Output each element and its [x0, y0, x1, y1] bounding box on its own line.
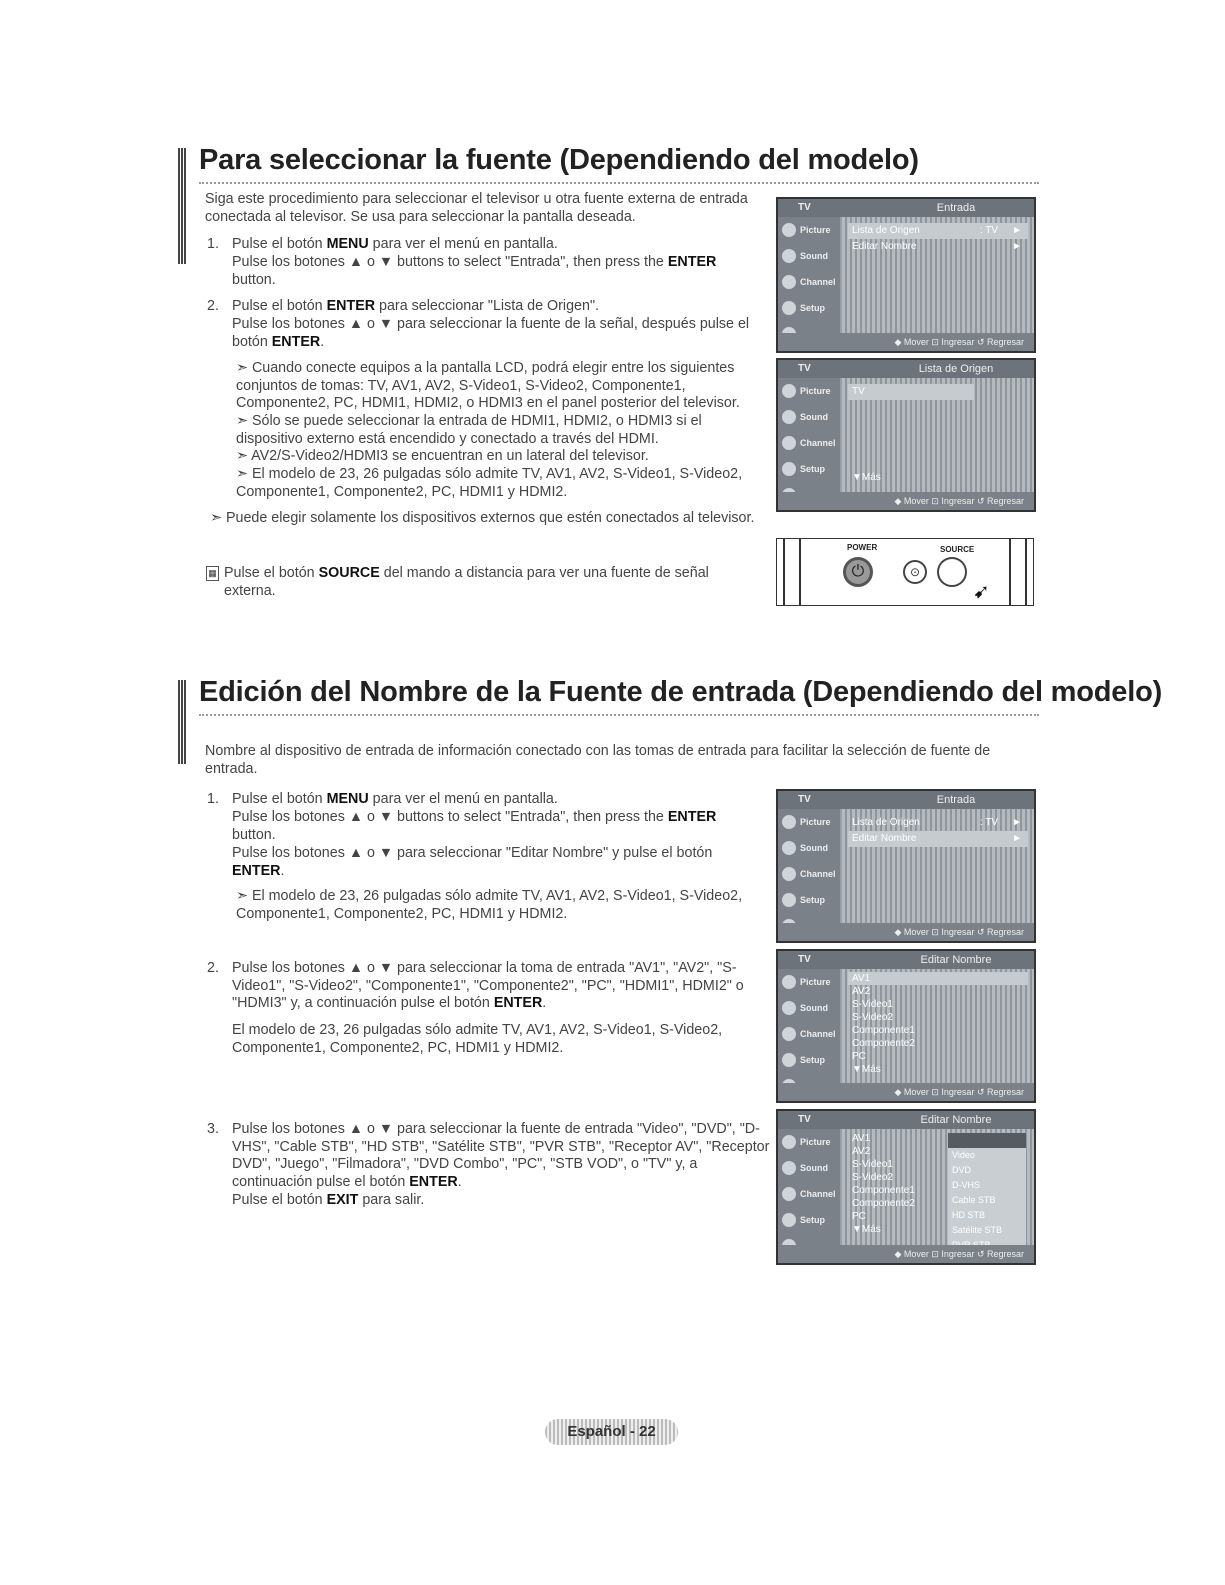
sound-icon: Sound	[778, 995, 840, 1021]
tv-menu-entrada-2: TV Entrada Picture Sound Channel Setup Lista de Origen : TV ► Editar Nombre ► ◆ Mover ⊡ Ingresar ↺ Regresar	[776, 789, 1036, 943]
menu-row-av1: AV1	[848, 972, 1028, 985]
tv-menu-lista-origen: TV Lista de Origen Picture Sound Channel Setup TV ▼Más ◆ Mover ⊡ Ingresar ↺ Regresar	[776, 358, 1036, 512]
menu-row-av2: AV2	[852, 1146, 871, 1157]
setup-icon: Setup	[778, 1047, 840, 1073]
menu-row-svideo2: S-Video2	[852, 1172, 893, 1183]
s1-step2-a: Pulse el botón ENTER para seleccionar "Lista de Origen".	[232, 298, 599, 314]
s1-note-general: ➣ Puede elegir solamente los dispositivos externos que estén conectados al televisor.	[210, 510, 755, 526]
tv-menu-title: Lista de Origen	[918, 363, 994, 375]
s1-step1-a: Pulse el botón MENU para ver el menú en pantalla.	[232, 236, 558, 252]
menu-row-svideo2: S-Video2	[852, 1012, 893, 1023]
menu-row-tv: TV	[848, 384, 974, 400]
section2-intro: Nombre al dispositivo de entrada de información conectado con las tomas de entrada para facilitar la selección de fuente de entrada.	[205, 743, 991, 777]
s2-step1-note: ➣ El modelo de 23, 26 pulgadas sólo admite TV, AV1, AV2, S-Video1, S-Video2, Componente1, Componente2, PC, HDMI1 y HDMI2.	[236, 888, 743, 922]
s1-step1-b: Pulse los botones ▲ o ▼ buttons to select "Entrada", then press the ENTER button.	[232, 254, 717, 288]
menu-row-mas: ▼Más	[852, 1064, 881, 1075]
remote-control-illustration	[776, 538, 1034, 606]
menu-row-componente1: Componente1	[852, 1185, 915, 1196]
remote-note-icon: ▦	[206, 566, 219, 581]
channel-icon: Channel	[778, 430, 840, 456]
sound-icon: Sound	[778, 404, 840, 430]
tv-menu-editar-nombre-1: TV Editar Nombre Picture Sound Channel Setup AV1 AV2 S-Video1 S-Video2 Componente1 Componente2 PC ▼Más ◆ Mover ⊡ Ingresar ↺ Regresar	[776, 949, 1036, 1103]
s1-step2-num: 2.	[207, 298, 219, 314]
menu-row-mas: ▼Más	[852, 1224, 881, 1235]
s1-note-1: ➣ Cuando conecte equipos a la pantalla LCD, podrá elegir entre los siguientes conjuntos de tomas: TV, AV1, AV2, S-Video1, S-Video2, Componente1, Componente2, PC, HDMI1, HDMI2, o HDMI3 en el panel posterior del televisor.	[236, 360, 740, 412]
menu-row-mas: ▼Más	[852, 472, 881, 483]
menu-row-componente2: Componente2	[852, 1198, 915, 1209]
s2-step3-a: Pulse los botones ▲ o ▼ para seleccionar la fuente de entrada "Video", "DVD", "D-VHS", "Cable STB", "HD STB", "Satélite STB", "PVR STB", "Receptor AV", "Receptor DVD", "Juego", "Filmadora", "DVD Combo", "PC", "STB VOD", o "TV" y, a continuación pulse el botón ENTER.	[232, 1121, 770, 1190]
menu-row-av1: AV1	[852, 1133, 871, 1144]
dropdown-item: DVD	[952, 1165, 972, 1175]
channel-icon: Channel	[778, 861, 840, 887]
tv-menu-title: Editar Nombre	[920, 1114, 992, 1126]
tv-menu-title: Entrada	[936, 794, 976, 806]
tv-sidebar	[778, 969, 840, 1083]
section1-title: Para seleccionar la fuente (Dependiendo del modelo)	[199, 144, 919, 176]
sound-icon: Sound	[778, 1155, 840, 1181]
picture-icon: Picture	[778, 378, 840, 404]
menu-row-editar-nombre: Editar Nombre ►	[848, 831, 1028, 847]
tv-footer: ◆ Mover ⊡ Ingresar ↺ Regresar	[778, 1245, 1034, 1263]
s2-step1-c: Pulse los botones ▲ o ▼ para seleccionar "Editar Nombre" y pulse el botón ENTER.	[232, 845, 713, 879]
tv-sidebar	[778, 809, 840, 923]
dropdown-item: Video	[952, 1150, 975, 1160]
tv-sidebar	[778, 378, 840, 492]
channel-icon: Channel	[778, 1021, 840, 1047]
tv-menu-title: Editar Nombre	[920, 954, 992, 966]
tv-footer: ◆ Mover ⊡ Ingresar ↺ Regresar	[778, 492, 1034, 510]
source-type-dropdown	[948, 1133, 1026, 1253]
dropdown-item: Satélite STB	[952, 1225, 1003, 1235]
s2-step2-b: El modelo de 23, 26 pulgadas sólo admite TV, AV1, AV2, S-Video1, S-Video2, Componente1, Componente2, PC, HDMI1 y HDMI2.	[232, 1022, 723, 1056]
s2-step1-num: 1.	[207, 791, 219, 807]
menu-row-lista-origen: Lista de Origen : TV ►	[852, 817, 1022, 828]
s1-source-text: Pulse el botón SOURCE del mando a distancia para ver una fuente de señal externa.	[224, 565, 709, 599]
section1-bar	[178, 148, 186, 264]
setup-icon: Setup	[778, 1207, 840, 1233]
menu-row-pc: PC	[852, 1211, 866, 1222]
s1-step1-num: 1.	[207, 236, 219, 252]
dropdown-item: HD STB	[952, 1210, 986, 1220]
channel-icon: Channel	[778, 1181, 840, 1207]
menu-row-componente1: Componente1	[852, 1025, 915, 1036]
s1-step2-b: Pulse los botones ▲ o ▼ para seleccionar la fuente de la señal, después pulse el botón ENTER.	[232, 316, 750, 350]
setup-icon: Setup	[778, 295, 840, 321]
s2-step1-b: Pulse los botones ▲ o ▼ buttons to select "Entrada", then press the ENTER button.	[232, 809, 717, 843]
sound-icon: Sound	[778, 243, 840, 269]
dropdown-item	[948, 1133, 1026, 1148]
s1-note-3: ➣ AV2/S-Video2/HDMI3 se encuentran en un lateral del televisor.	[236, 448, 649, 464]
dropdown-item: Cable STB	[952, 1195, 996, 1205]
setup-icon: Setup	[778, 456, 840, 482]
picture-icon: Picture	[778, 1129, 840, 1155]
menu-row-lista-origen: Lista de Origen : TV ►	[848, 223, 1028, 239]
menu-row-svideo1: S-Video1	[852, 1159, 893, 1170]
s1-note-4: ➣ El modelo de 23, 26 pulgadas sólo admite TV, AV1, AV2, S-Video1, S-Video2, Componente1, Componente2, PC, HDMI1 y HDMI2.	[236, 466, 743, 500]
setup-icon: Setup	[778, 887, 840, 913]
s2-step1-a: Pulse el botón MENU para ver el menú en pantalla.	[232, 791, 558, 807]
dropdown-item: D-VHS	[952, 1180, 981, 1190]
tv-footer: ◆ Mover ⊡ Ingresar ↺ Regresar	[778, 333, 1034, 351]
tv-sidebar	[778, 1129, 840, 1245]
picture-icon: Picture	[778, 969, 840, 995]
tv-footer: ◆ Mover ⊡ Ingresar ↺ Regresar	[778, 1083, 1034, 1101]
page-number: Español - 22	[545, 1419, 678, 1445]
menu-row-svideo1: S-Video1	[852, 999, 893, 1010]
section2-rule	[199, 714, 1039, 716]
tv-footer: ◆ Mover ⊡ Ingresar ↺ Regresar	[778, 923, 1034, 941]
pointer-arrow-icon: ➹	[973, 581, 990, 603]
tv-menu-entrada-1	[776, 197, 1036, 353]
section2-title: Edición del Nombre de la Fuente de entrada (Dependiendo del modelo)	[199, 676, 1163, 708]
picture-icon: Picture	[778, 217, 840, 243]
tv-menu-title: Entrada	[936, 202, 976, 214]
s2-step2-a: Pulse los botones ▲ o ▼ para seleccionar la toma de entrada "AV1", "AV2", "S-Video1", "S-Video2", "Componente1", "Componente2", "PC", "HDMI1", HDMI2" o "HDMI3" y, a continuación pulse el botón ENTER.	[232, 960, 744, 1012]
picture-icon: Picture	[778, 809, 840, 835]
tv-sidebar	[778, 217, 840, 333]
s2-step3-b: Pulse el botón EXIT para salir.	[232, 1192, 425, 1208]
source-label: SOURCE	[940, 545, 975, 554]
tv-menu-editar-nombre-2: TV Editar Nombre Picture Sound Channel Setup AV1 AV2 S-Video1 S-Video2 Componente1 Componente2 PC ▼Más Video DVD D-VHS Cable STB HD STB Satélite STB ◆ Mover ⊡ Ingresar ↺ Regresar	[776, 1109, 1036, 1265]
s2-step2-num: 2.	[207, 960, 219, 976]
section1-rule	[199, 182, 1039, 184]
tv-label: TV	[798, 202, 811, 213]
power-button-icon: ⏻	[843, 557, 873, 587]
source-button-icon: ⊙	[903, 560, 927, 584]
pointing-hand-icon	[937, 557, 967, 587]
section1-intro: Siga este procedimiento para seleccionar el televisor u otra fuente externa de entrada conectada al televisor. Se usa para seleccionar la pantalla deseada.	[205, 191, 748, 225]
menu-row-av2: AV2	[852, 986, 871, 997]
section2-bar	[178, 680, 186, 764]
channel-icon: Channel	[778, 269, 840, 295]
sound-icon: Sound	[778, 835, 840, 861]
power-label: POWER	[847, 543, 878, 552]
menu-row-editar-nombre: Editar Nombre ►	[852, 241, 1022, 252]
menu-row-componente2: Componente2	[852, 1038, 915, 1049]
s2-step3-num: 3.	[207, 1121, 219, 1137]
s1-note-2: ➣ Sólo se puede seleccionar la entrada de HDMI1, HDMI2, o HDMI3 si el dispositivo externo está encendido y conectado a través del HDMI.	[236, 413, 702, 447]
menu-row-pc: PC	[852, 1051, 866, 1062]
